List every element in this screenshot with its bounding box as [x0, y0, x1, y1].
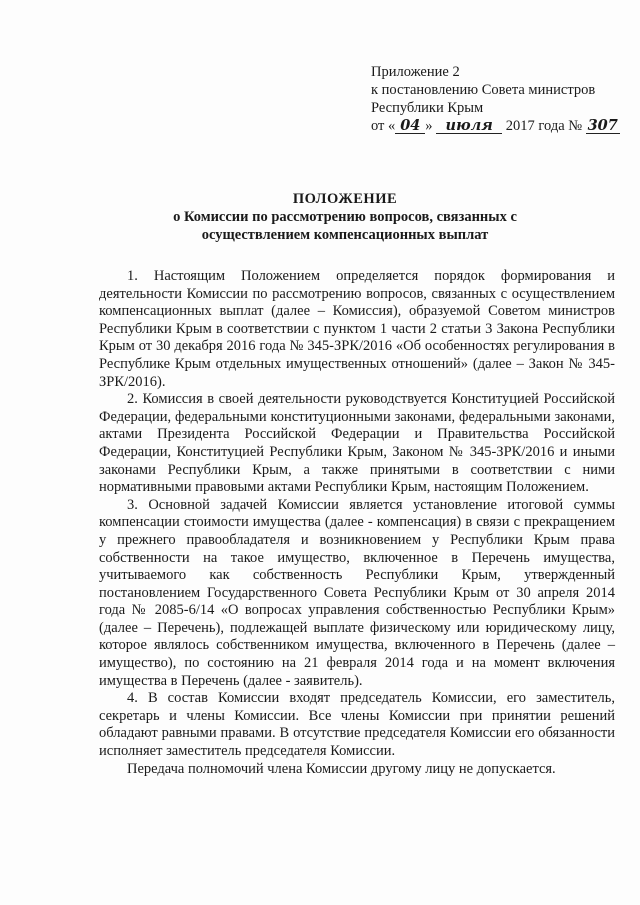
document-body: [99, 268, 615, 778]
paragraph-3: 3. Основной задачей Комиссии является установление итоговой суммы компенсации стоимости имущества (далее - компенсация) в связи с прекращением у прежнего правообладателя и возникновением у Республики Крым права собственности на такое имущество, включенное в Перечень имущества, учитываемого как собственность Республики Крым, утвержденный постановлением Государственного Совета Республики Крым от 30 апреля 2014 года № 2085-6/14 «О вопросах управления собственностью Республики Крым» (далее – Перечень), подлежащей выплате физическому или юридическому лицу, которое являлось собственником имущества, включенного в Перечень (далее – имущество), по состоянию на 21 февраля 2014 года и на момент включения имущества в Перечень (далее - заявитель).: [99, 496, 615, 689]
appendix-date-line: [371, 117, 621, 135]
date-prefix: от «: [371, 118, 396, 134]
document-title: [150, 190, 540, 244]
paragraph-4: 4. В состав Комиссии входят председатель Комиссии, его заместитель, секретарь и члены Комиссии. Все члены Комиссии при принятии решений обладают равными правами. В отсутствие председателя Комиссии его обязанности исполняет заместитель председателя Комиссии.: [99, 690, 615, 760]
handwritten-day: 04: [395, 118, 425, 134]
title-subline-2: осуществлением компенсационных выплат: [201, 227, 489, 243]
title-subline-1: о Комиссии по рассмотрению вопросов, связанных с: [173, 209, 517, 225]
appendix-header: [371, 63, 621, 135]
date-mid: »: [425, 118, 433, 134]
paragraph-5: Передача полномочий члена Комиссии другому лицу не допускается.: [127, 760, 556, 777]
paragraph-2: 2. Комиссия в своей деятельности руководствуется Конституцией Российской Федерации, федеральными конституционными законами, федеральными законами, актами Президента Российской Федерации и Правительства Российской Федерации, Конституцией Республики Крым, Законом № 345-ЗРК/2016 и иными законами Республики Крым, а также принятыми в соответствии с ними нормативными правовыми актами Республики Крым, настоящим Положением.: [99, 391, 615, 496]
date-year: 2017 года №: [505, 118, 583, 134]
handwritten-decree-number: 307: [587, 117, 618, 134]
appendix-decree-ref: к постановлению Совета министров: [371, 82, 596, 98]
handwritten-month: июля: [436, 118, 502, 134]
appendix-number: Приложение 2: [371, 64, 460, 80]
title-heading: ПОЛОЖЕНИЕ: [292, 191, 398, 207]
paragraph-1: 1. Настоящим Положением определяется порядок формирования и деятельности Комиссии по рассмотрению вопросов, связанных с осуществлением компенсационных выплат (далее – Комиссия), образуемой Советом министров Республики Крым в соответствии с пунктом 1 части 2 статьи 3 Закона Республики Крым от 30 декабря 2016 года № 345-ЗРК/2016 «Об особенностях регулирования в Республике Крым отдельных имущественных отношений» (далее – Закон № 345-ЗРК/2016).: [99, 268, 615, 390]
appendix-issuer: Республики Крым: [371, 100, 484, 116]
